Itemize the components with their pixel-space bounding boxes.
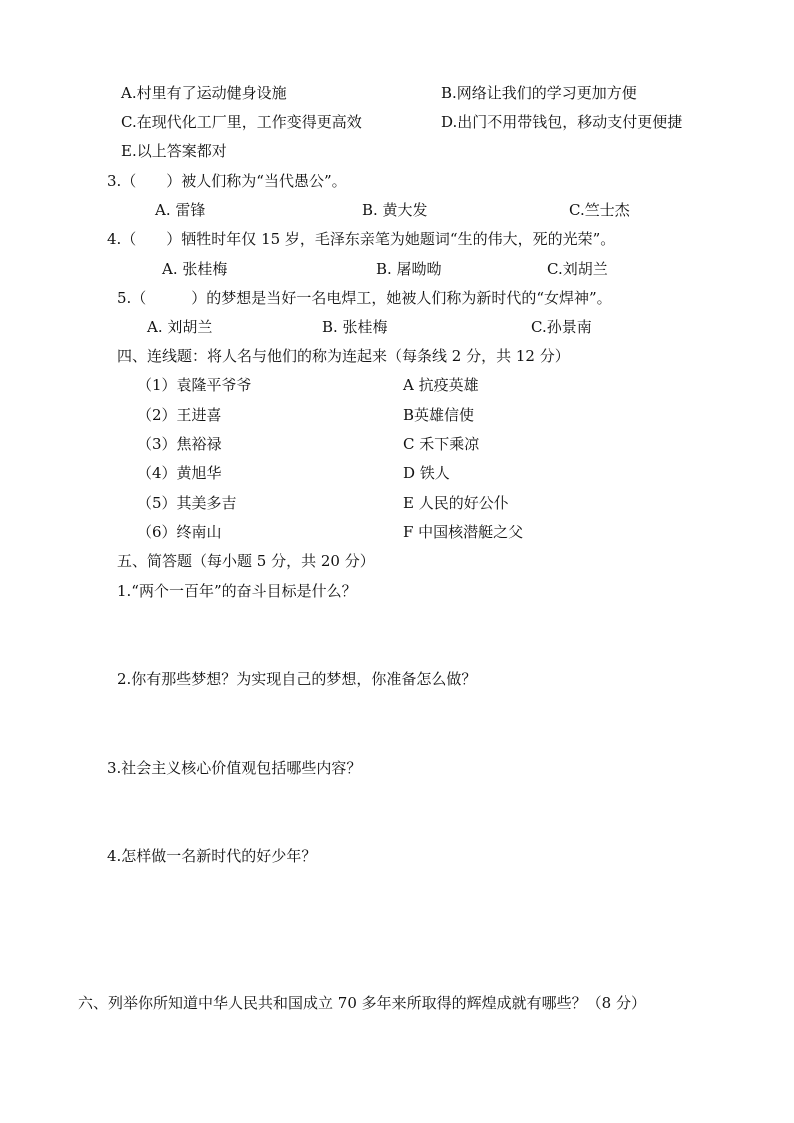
q4-stem: 4.（ ）牺牲时年仅 15 岁，毛泽东亲笔为她题词“生的伟大，死的光荣”。 [107, 230, 616, 248]
q3-option-c: C.竺士杰 [569, 201, 630, 219]
section6-title: 六、列举你所知道中华人民共和国成立 70 多年来所取得的辉煌成就有哪些？（8 分） [78, 994, 646, 1012]
match-title: B英雄信使 [403, 406, 475, 424]
match-name: （2）王进喜 [137, 406, 222, 424]
q4-option-b: B. 屠呦呦 [376, 260, 442, 278]
q2-option-a: A.村里有了运动健身设施 [121, 84, 287, 102]
q2-option-b: B.网络让我们的学习更加方便 [441, 84, 637, 102]
section4-title: 四、连线题：将人名与他们的称为连起来（每条线 2 分，共 12 分） [117, 347, 570, 365]
match-name: （5）其美多吉 [137, 494, 237, 512]
match-title: D 铁人 [403, 464, 450, 482]
q4-option-c: C.刘胡兰 [547, 260, 608, 278]
q3-option-b: B. 黄大发 [362, 201, 428, 219]
section5-title: 五、简答题（每小题 5 分，共 20 分） [117, 552, 375, 570]
section5-question-1: 1.“两个一百年”的奋斗目标是什么？ [117, 582, 357, 600]
q3-option-a: A. 雷锋 [155, 201, 206, 219]
match-title: C 禾下乘凉 [403, 435, 480, 453]
q5-option-c: C.孙景南 [531, 318, 592, 336]
match-name: （6）终南山 [137, 523, 222, 541]
match-title: F 中国核潜艇之父 [403, 523, 524, 541]
q2-option-e: E.以上答案都对 [121, 142, 227, 160]
q3-stem: 3.（ ）被人们称为“当代愚公”。 [107, 172, 347, 190]
match-title: A 抗疫英雄 [403, 376, 479, 394]
section5-question-3: 3.社会主义核心价值观包括哪些内容？ [107, 759, 362, 777]
section5-question-4: 4.怎样做一名新时代的好少年？ [107, 847, 317, 865]
q4-option-a: A. 张桂梅 [162, 260, 228, 278]
q2-option-c: C.在现代化工厂里，工作变得更高效 [121, 113, 362, 131]
q5-option-a: A. 刘胡兰 [147, 318, 213, 336]
q5-option-b: B. 张桂梅 [322, 318, 388, 336]
match-title: E 人民的好公仆 [403, 494, 509, 512]
section5-question-2: 2.你有那些梦想？为实现自己的梦想，你准备怎么做？ [117, 670, 477, 688]
match-name: （4）黄旭华 [137, 464, 222, 482]
q5-stem: 5.（ ）的梦想是当好一名电焊工，她被人们称为新时代的“女焊神”。 [117, 289, 612, 307]
match-name: （3）焦裕禄 [137, 435, 222, 453]
q2-option-d: D.出门不用带钱包，移动支付更便捷 [441, 113, 683, 131]
match-name: （1）袁隆平爷爷 [137, 376, 252, 394]
